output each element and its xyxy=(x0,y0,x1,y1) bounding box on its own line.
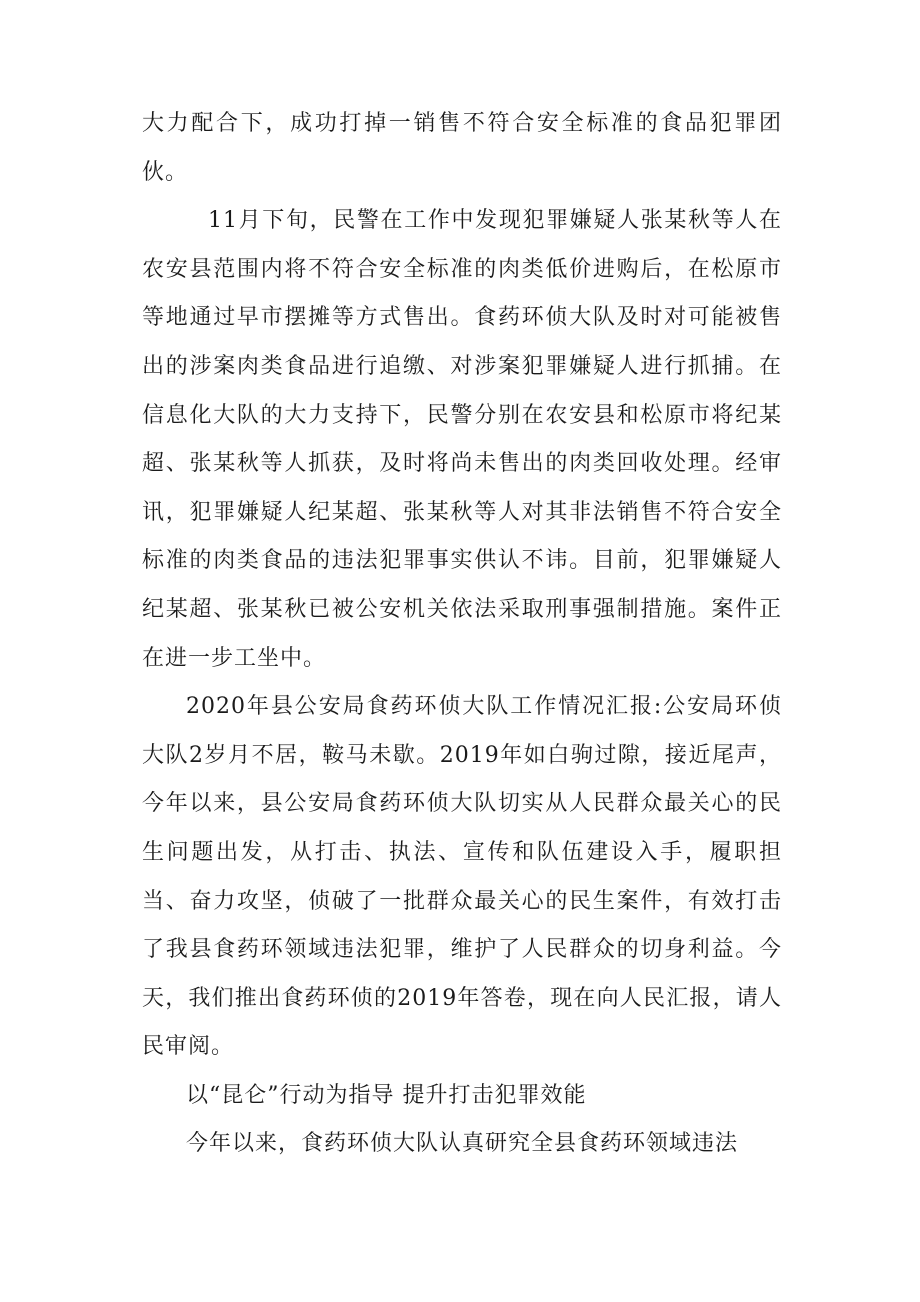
paragraph-case-details: 11月下旬，民警在工作中发现犯罪嫌疑人张某秋等人在农安县范围内将不符合安全标准的肉类低价进购后，在松原市等地通过早市摆摊等方式售出。食药环侦大队及时对可能被售出的涉案肉类食品进行追缴、对涉案犯罪嫌疑人进行抓捕。在信息化大队的大力支持下，民警分别在农安县和松原市将纪某超、张某秋等人抓获，及时将尚未售出的肉类回收处理。经审讯，犯罪嫌疑人纪某超、张某秋等人对其非法销售不符合安全标准的肉类食品的违法犯罪事实供认不讳。目前，犯罪嫌疑人纪某超、张某秋已被公安机关依法采取刑事强制措施。案件正在进一步工坐中。 xyxy=(142,208,782,671)
paragraph-case-conclusion: 大力配合下，成功打掉一销售不符合安全标准的食品犯罪团伙。 xyxy=(142,111,782,185)
section-heading: 以“昆仑”行动为指导 提升打击犯罪效能 xyxy=(186,1082,587,1108)
paragraph-annual-report: 2020年县公安局食药环侦大队工作情况汇报:公安局环侦大队2岁月不居，鞍马未歇。2019年如白驹过隙，接近尾声，今年以来，县公安局食药环侦大队切实从人民群众最关心的民生问题出发，从打击、执法、宣传和队伍建设入手，履职担当、奋力攻坚，侦破了一批群众最关心的民生案件，有效打击了我县食药环领域违法犯罪，维护了人民群众的切身利益。今天，我们推出食药环侦的2019年答卷，现在向人民汇报，请人民审阅。 xyxy=(142,694,782,1060)
document-body xyxy=(142,100,782,1169)
paragraph-section-intro: 今年以来，食药环侦大队认真研究全县食药环领域违法 xyxy=(186,1131,739,1157)
